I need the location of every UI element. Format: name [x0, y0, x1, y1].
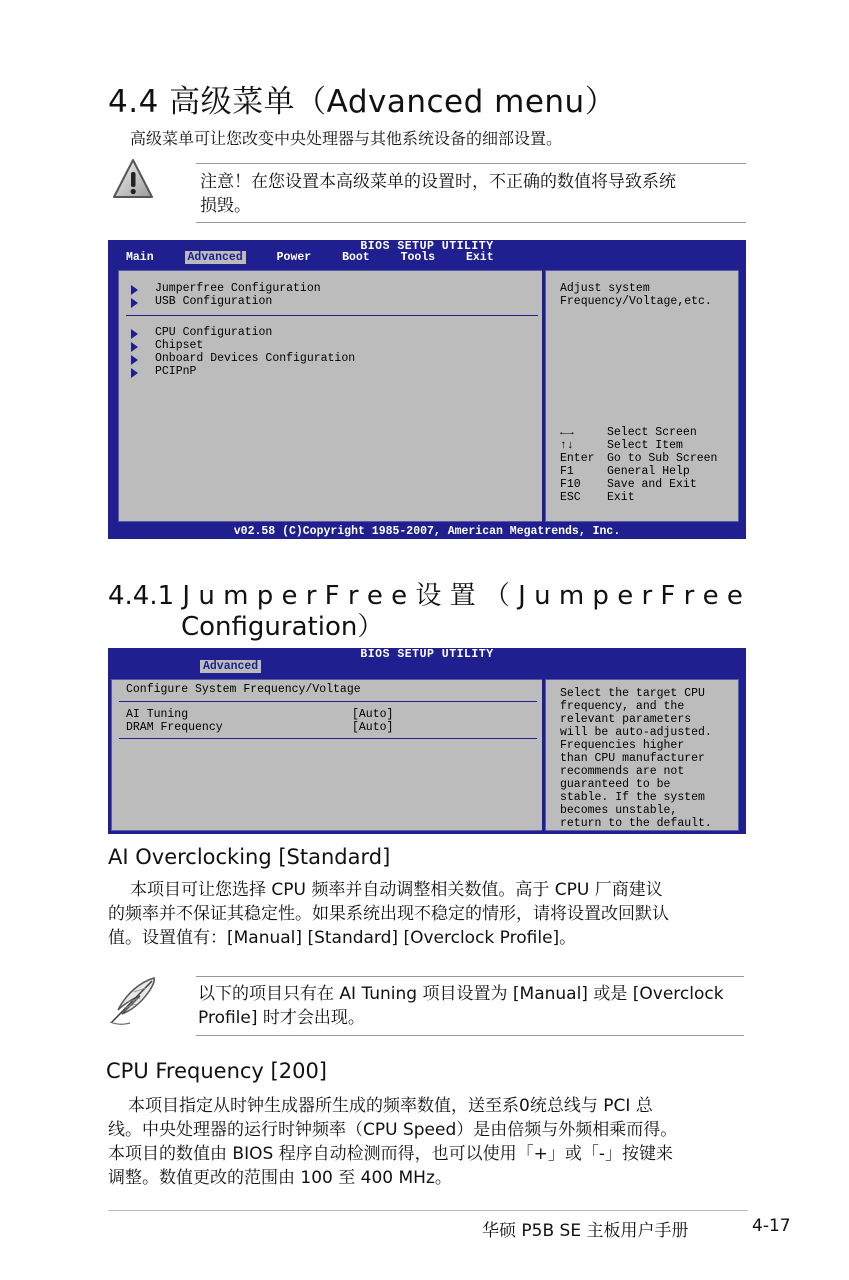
help-text-8: stable. If the system — [560, 791, 705, 804]
menu-item-onboard[interactable]: Onboard Devices Configuration — [155, 352, 356, 365]
bios-menubar — [126, 251, 518, 264]
note-line-1: 以下的项目只有在 AI Tuning 项目设置为 [Manual] 或是 [Overclock — [198, 984, 724, 1004]
dram-frequency-label[interactable]: DRAM Frequency — [126, 721, 223, 734]
help-text-2: relevant parameters — [560, 713, 692, 726]
bios2-title: BIOS SETUP UTILITY — [360, 648, 494, 661]
help-text-7: guaranteed to be — [560, 778, 671, 791]
key-f10-desc: Save and Exit — [607, 478, 697, 491]
warning-line-1: 注意！在您设置本高级菜单的设置时，不正确的数值将导致系统 — [200, 172, 676, 192]
menu-item-pcipnp[interactable]: PCIPnP — [155, 365, 197, 378]
menu-tools[interactable]: Tools — [400, 251, 436, 264]
ai-overclocking-line-2: 的频率并不保证其稳定性。如果系统出现不稳定的情形，请将设置改回默认 — [108, 904, 669, 924]
bios2-menubar — [200, 660, 285, 673]
ai-tuning-label[interactable]: AI Tuning — [126, 708, 189, 721]
bios-copyright: v02.58 (C)Copyright 1985-2007, American Megatrends, Inc. — [233, 525, 621, 538]
key-f1-key: F1 — [560, 465, 574, 478]
bios-screen-advanced — [108, 240, 746, 539]
note-text — [198, 982, 746, 1030]
bios-screen-jumperfree — [108, 648, 746, 834]
dram-frequency-value[interactable]: [Auto] — [352, 721, 394, 734]
key-esc-key: ESC — [560, 491, 581, 504]
menu-exit[interactable]: Exit — [466, 251, 494, 264]
warning-triangle-icon — [112, 157, 154, 203]
cpu-frequency-line-2: 线。中央处理器的运行时钟频率（CPU Speed）是由倍频与外频相乘而得。 — [108, 1120, 678, 1140]
help-text-10: return to the default. — [560, 817, 712, 830]
key-f1-desc: General Help — [607, 465, 690, 478]
panel-divider — [126, 315, 538, 316]
cpu-frequency-body — [108, 1094, 748, 1190]
key-enter-desc: Go to Sub Screen — [607, 452, 718, 465]
footer-rule — [108, 1210, 748, 1211]
note-top-rule — [196, 976, 744, 977]
menu-power[interactable]: Power — [276, 251, 312, 264]
panel-divider — [119, 738, 537, 739]
warning-text — [200, 170, 748, 218]
tab-advanced[interactable]: Advanced — [200, 660, 261, 673]
help-text-6: recommends are not — [560, 765, 685, 778]
warning-bottom-rule — [196, 222, 746, 223]
menu-item-cpu[interactable]: CPU Configuration — [155, 326, 273, 339]
menu-boot[interactable]: Boot — [342, 251, 370, 264]
key-esc-desc: Exit — [607, 491, 635, 504]
ai-overclocking-title: AI Overclocking [Standard] — [108, 845, 391, 869]
cpu-frequency-line-4: 调整。数值更改的范围由 100 至 400 MHz。 — [108, 1168, 452, 1188]
footer-page-number: 4-17 — [752, 1216, 791, 1236]
key-enter-key: Enter — [560, 452, 595, 465]
help-line-2: Frequency/Voltage,etc. — [560, 295, 712, 308]
cpu-frequency-line-3: 本项目的数值由 BIOS 程序自动检测而得，也可以使用「+」或「-」按键来 — [108, 1144, 674, 1164]
subsection-title-line2: Configuration） — [181, 612, 384, 642]
help-text-0: Select the target CPU — [560, 687, 705, 700]
submenu-arrow-icon — [131, 342, 138, 352]
ai-overclocking-body — [108, 878, 748, 950]
bios-main-panel — [115, 267, 548, 525]
key-f10-key: F10 — [560, 478, 581, 491]
feather-pen-icon — [106, 974, 160, 1028]
section-title: 4.4 高级菜单（Advanced menu） — [108, 84, 617, 120]
key-select-item-key: ↑↓ — [560, 439, 574, 452]
bios-title: BIOS SETUP UTILITY — [360, 240, 494, 253]
submenu-arrow-icon — [131, 285, 138, 295]
submenu-arrow-icon — [131, 329, 138, 339]
ai-overclocking-line-1: 本项目可让您选择 CPU 频率并自动调整相关数值。高于 CPU 厂商建议 — [130, 880, 663, 900]
subsection-title-line1: 4.4.1 J u m p e r F r e e 设 置 （ J u m p e r F r e e — [108, 581, 743, 611]
note-bottom-rule — [196, 1035, 744, 1036]
note-line-2: Profile] 时才会出现。 — [198, 1008, 365, 1028]
section-lead: 高级菜单可让您改变中央处理器与其他系统设备的细部设置。 — [130, 129, 563, 148]
menu-item-chipset[interactable]: Chipset — [155, 339, 204, 352]
help-text-4: Frequencies higher — [560, 739, 685, 752]
help-line-1: Adjust system — [560, 282, 650, 295]
help-text-3: will be auto-adjusted. — [560, 726, 712, 739]
menu-item-usb[interactable]: USB Configuration — [155, 295, 273, 308]
cpu-frequency-line-1: 本项目指定从时钟生成器所生成的频率数值，送至系0统总线与 PCI 总 — [128, 1096, 653, 1116]
config-header: Configure System Frequency/Voltage — [126, 683, 361, 696]
menu-item-jumperfree[interactable]: Jumperfree Configuration — [155, 282, 321, 295]
submenu-arrow-icon — [131, 368, 138, 378]
help-text-1: frequency, and the — [560, 700, 685, 713]
ai-overclocking-line-3: 值。设置值有：[Manual] [Standard] [Overclock Profile]。 — [108, 928, 577, 948]
bios2-help-panel — [542, 676, 742, 831]
submenu-arrow-icon — [131, 298, 138, 308]
bios2-main-panel — [108, 676, 548, 831]
ai-tuning-value[interactable]: [Auto] — [352, 708, 394, 721]
help-text-9: becomes unstable, — [560, 804, 678, 817]
key-select-item-desc: Select Item — [607, 439, 683, 452]
bios-help-panel — [542, 267, 742, 525]
key-select-screen-desc: Select Screen — [607, 426, 697, 439]
menu-main[interactable]: Main — [126, 251, 154, 264]
help-text-5: than CPU manufacturer — [560, 752, 705, 765]
warning-top-rule — [196, 163, 746, 164]
warning-line-2: 损毁。 — [200, 196, 251, 216]
submenu-arrow-icon — [131, 355, 138, 365]
key-select-screen-key: ←→ — [560, 426, 574, 439]
footer-manual-title: 华硕 P5B SE 主板用户手册 — [482, 1221, 689, 1241]
menu-advanced[interactable]: Advanced — [185, 251, 246, 264]
panel-divider — [119, 701, 537, 702]
cpu-frequency-title: CPU Frequency [200] — [106, 1059, 328, 1083]
